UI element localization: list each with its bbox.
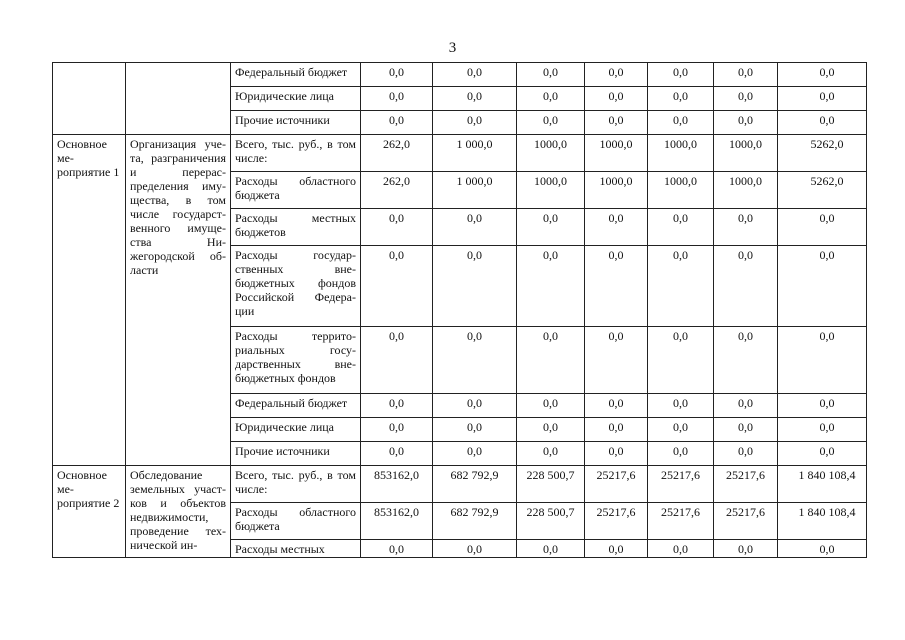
value-cell: 25217,6 xyxy=(648,466,714,503)
value-cell: 0,0 xyxy=(585,63,648,87)
row-label: Юридические лица xyxy=(231,87,361,111)
value-cell: 0,0 xyxy=(585,111,648,135)
value-cell: 1000,0 xyxy=(648,135,714,172)
value-cell: 0,0 xyxy=(714,246,778,327)
value-cell: 0,0 xyxy=(361,209,433,246)
value-cell: 0,0 xyxy=(648,394,714,418)
value-cell-total: 0,0 xyxy=(778,209,867,246)
value-cell: 0,0 xyxy=(433,209,517,246)
value-cell: 1000,0 xyxy=(517,135,585,172)
value-cell: 0,0 xyxy=(714,111,778,135)
value-cell: 0,0 xyxy=(648,87,714,111)
table-row xyxy=(53,63,867,87)
value-cell: 0,0 xyxy=(714,394,778,418)
value-cell-total: 1 840 108,4 xyxy=(778,466,867,503)
table-row xyxy=(53,466,867,503)
value-cell: 228 500,7 xyxy=(517,466,585,503)
value-cell: 0,0 xyxy=(433,442,517,466)
value-cell: 0,0 xyxy=(433,87,517,111)
value-cell: 0,0 xyxy=(585,540,648,558)
value-cell-total: 0,0 xyxy=(778,418,867,442)
value-cell: 0,0 xyxy=(714,418,778,442)
value-cell: 0,0 xyxy=(361,246,433,327)
value-cell-total: 5262,0 xyxy=(778,135,867,172)
value-cell: 0,0 xyxy=(517,63,585,87)
row-label: Расходы местных xyxy=(231,540,361,558)
value-cell: 0,0 xyxy=(585,394,648,418)
row-label: Всего, тыс. руб., в том числе: xyxy=(231,135,361,172)
value-cell: 0,0 xyxy=(585,87,648,111)
value-cell: 262,0 xyxy=(361,135,433,172)
value-cell: 0,0 xyxy=(714,540,778,558)
value-cell: 1000,0 xyxy=(585,135,648,172)
event-description: Организация уче-та, разграничения и перерас-пределения иму-щества, в том числе государст-венного имуще-ства Ни-жегородской об-ласти xyxy=(126,135,231,466)
value-cell: 0,0 xyxy=(517,87,585,111)
value-cell: 262,0 xyxy=(361,172,433,209)
value-cell: 0,0 xyxy=(433,540,517,558)
value-cell: 0,0 xyxy=(433,63,517,87)
page-number: 3 xyxy=(448,40,457,56)
value-cell: 1000,0 xyxy=(714,172,778,209)
value-cell: 0,0 xyxy=(517,418,585,442)
budget-table xyxy=(52,62,867,558)
value-cell: 0,0 xyxy=(585,209,648,246)
value-cell: 0,0 xyxy=(648,111,714,135)
value-cell: 25217,6 xyxy=(714,466,778,503)
value-cell: 25217,6 xyxy=(648,503,714,540)
value-cell-total: 1 840 108,4 xyxy=(778,503,867,540)
value-cell: 682 792,9 xyxy=(433,466,517,503)
value-cell: 0,0 xyxy=(714,209,778,246)
value-cell: 1 000,0 xyxy=(433,172,517,209)
value-cell: 0,0 xyxy=(648,442,714,466)
value-cell: 0,0 xyxy=(433,111,517,135)
row-label: Федеральный бюджет xyxy=(231,63,361,87)
value-cell: 0,0 xyxy=(585,442,648,466)
row-label: Расходы областного бюджета xyxy=(231,503,361,540)
value-cell: 25217,6 xyxy=(714,503,778,540)
value-cell: 0,0 xyxy=(433,418,517,442)
table-row xyxy=(53,135,867,172)
event-name: Основное ме-роприятие 2 xyxy=(53,466,126,558)
value-cell: 0,0 xyxy=(714,442,778,466)
row-label: Прочие источники xyxy=(231,111,361,135)
value-cell: 0,0 xyxy=(585,418,648,442)
value-cell-total: 5262,0 xyxy=(778,172,867,209)
value-cell: 1000,0 xyxy=(517,172,585,209)
value-cell: 682 792,9 xyxy=(433,503,517,540)
value-cell: 0,0 xyxy=(361,540,433,558)
value-cell: 1 000,0 xyxy=(433,135,517,172)
value-cell: 0,0 xyxy=(648,246,714,327)
row-label: Расходы террито-риальных госу-дарственных вне-бюджетных фондов xyxy=(231,327,361,394)
value-cell: 0,0 xyxy=(433,394,517,418)
value-cell: 0,0 xyxy=(585,246,648,327)
event-description-cell-continued xyxy=(126,63,231,135)
value-cell-total: 0,0 xyxy=(778,246,867,327)
value-cell: 0,0 xyxy=(433,246,517,327)
row-label: Расходы государ-ственных вне-бюджетных фондов Российской Федера-ции xyxy=(231,246,361,327)
event-name: Основное ме-роприятие 1 xyxy=(53,135,126,466)
value-cell: 0,0 xyxy=(433,327,517,394)
value-cell-total: 0,0 xyxy=(778,394,867,418)
value-cell-total: 0,0 xyxy=(778,327,867,394)
value-cell: 0,0 xyxy=(517,394,585,418)
value-cell: 0,0 xyxy=(648,63,714,87)
value-cell: 0,0 xyxy=(648,540,714,558)
value-cell: 0,0 xyxy=(517,327,585,394)
row-label: Юридические лица xyxy=(231,418,361,442)
value-cell: 0,0 xyxy=(714,63,778,87)
value-cell: 0,0 xyxy=(714,327,778,394)
row-label: Федеральный бюджет xyxy=(231,394,361,418)
value-cell-total: 0,0 xyxy=(778,87,867,111)
value-cell: 0,0 xyxy=(361,63,433,87)
value-cell: 0,0 xyxy=(517,209,585,246)
row-label: Расходы областного бюджета xyxy=(231,172,361,209)
value-cell: 25217,6 xyxy=(585,466,648,503)
value-cell: 0,0 xyxy=(361,87,433,111)
value-cell: 0,0 xyxy=(648,327,714,394)
value-cell: 853162,0 xyxy=(361,503,433,540)
value-cell: 0,0 xyxy=(585,327,648,394)
value-cell: 1000,0 xyxy=(648,172,714,209)
value-cell: 25217,6 xyxy=(585,503,648,540)
value-cell: 228 500,7 xyxy=(517,503,585,540)
value-cell: 1000,0 xyxy=(585,172,648,209)
value-cell-total: 0,0 xyxy=(778,111,867,135)
row-label: Всего, тыс. руб., в том числе: xyxy=(231,466,361,503)
value-cell: 0,0 xyxy=(648,209,714,246)
value-cell: 0,0 xyxy=(361,418,433,442)
row-label: Расходы местных бюджетов xyxy=(231,209,361,246)
value-cell: 0,0 xyxy=(714,87,778,111)
value-cell: 1000,0 xyxy=(714,135,778,172)
event-name-cell-continued xyxy=(53,63,126,135)
value-cell: 0,0 xyxy=(517,246,585,327)
value-cell: 0,0 xyxy=(361,111,433,135)
value-cell: 0,0 xyxy=(361,394,433,418)
event-description: Обследование земельных участ-ков и объектов недвижимости, проведение тех-нической ин- xyxy=(126,466,231,558)
value-cell-total: 0,0 xyxy=(778,442,867,466)
value-cell: 0,0 xyxy=(648,418,714,442)
value-cell: 0,0 xyxy=(361,327,433,394)
value-cell: 0,0 xyxy=(517,111,585,135)
value-cell: 0,0 xyxy=(517,540,585,558)
row-label: Прочие источники xyxy=(231,442,361,466)
value-cell: 0,0 xyxy=(517,442,585,466)
value-cell: 853162,0 xyxy=(361,466,433,503)
value-cell-total: 0,0 xyxy=(778,63,867,87)
value-cell: 0,0 xyxy=(361,442,433,466)
value-cell-total: 0,0 xyxy=(778,540,867,558)
